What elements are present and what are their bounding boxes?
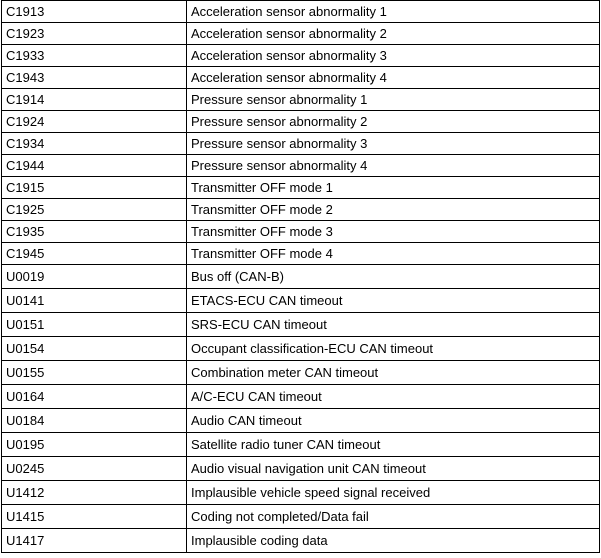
- dtc-code: C1925: [2, 199, 187, 221]
- dtc-code: U0245: [2, 457, 187, 481]
- table-row: [2, 133, 600, 155]
- table-row: [2, 313, 600, 337]
- dtc-code: U0164: [2, 385, 187, 409]
- table-row: [2, 1, 600, 23]
- table-row: [2, 409, 600, 433]
- dtc-description: ETACS-ECU CAN timeout: [187, 289, 600, 313]
- dtc-code: U1412: [2, 481, 187, 505]
- dtc-code: C1933: [2, 45, 187, 67]
- table-row: [2, 505, 600, 529]
- table-row: [2, 457, 600, 481]
- dtc-code: C1945: [2, 243, 187, 265]
- dtc-description: Satellite radio tuner CAN timeout: [187, 433, 600, 457]
- dtc-description: Transmitter OFF mode 2: [187, 199, 600, 221]
- dtc-description: Implausible vehicle speed signal received: [187, 481, 600, 505]
- dtc-code: C1935: [2, 221, 187, 243]
- dtc-code: U0184: [2, 409, 187, 433]
- dtc-code: C1914: [2, 89, 187, 111]
- dtc-code: U0154: [2, 337, 187, 361]
- table-row: [2, 23, 600, 45]
- dtc-table: [1, 0, 600, 553]
- dtc-description: A/C-ECU CAN timeout: [187, 385, 600, 409]
- dtc-code: C1924: [2, 111, 187, 133]
- table-row: [2, 155, 600, 177]
- dtc-code: C1944: [2, 155, 187, 177]
- table-row: [2, 433, 600, 457]
- dtc-code: C1923: [2, 23, 187, 45]
- dtc-code: U1417: [2, 529, 187, 553]
- dtc-code: C1934: [2, 133, 187, 155]
- dtc-description: Pressure sensor abnormality 4: [187, 155, 600, 177]
- dtc-description: Coding not completed/Data fail: [187, 505, 600, 529]
- dtc-code: U0151: [2, 313, 187, 337]
- dtc-description: Pressure sensor abnormality 1: [187, 89, 600, 111]
- table-row: [2, 221, 600, 243]
- table-row: [2, 361, 600, 385]
- dtc-description: Pressure sensor abnormality 2: [187, 111, 600, 133]
- dtc-description: Bus off (CAN-B): [187, 265, 600, 289]
- dtc-description: Pressure sensor abnormality 3: [187, 133, 600, 155]
- dtc-description: Acceleration sensor abnormality 1: [187, 1, 600, 23]
- dtc-description: Audio visual navigation unit CAN timeout: [187, 457, 600, 481]
- table-row: [2, 265, 600, 289]
- dtc-description: Acceleration sensor abnormality 4: [187, 67, 600, 89]
- dtc-description: Transmitter OFF mode 3: [187, 221, 600, 243]
- dtc-description: SRS-ECU CAN timeout: [187, 313, 600, 337]
- table-row: [2, 243, 600, 265]
- table-row: [2, 45, 600, 67]
- table-row: [2, 385, 600, 409]
- table-row: [2, 529, 600, 553]
- dtc-code: C1913: [2, 1, 187, 23]
- table-row: [2, 337, 600, 361]
- dtc-code: C1915: [2, 177, 187, 199]
- table-row: [2, 177, 600, 199]
- dtc-code: C1943: [2, 67, 187, 89]
- dtc-description: Transmitter OFF mode 4: [187, 243, 600, 265]
- dtc-description: Acceleration sensor abnormality 3: [187, 45, 600, 67]
- dtc-code: U0019: [2, 265, 187, 289]
- dtc-code: U0155: [2, 361, 187, 385]
- dtc-description: Occupant classification-ECU CAN timeout: [187, 337, 600, 361]
- table-row: [2, 67, 600, 89]
- table-row: [2, 481, 600, 505]
- dtc-code: U0141: [2, 289, 187, 313]
- dtc-description: Transmitter OFF mode 1: [187, 177, 600, 199]
- table-row: [2, 289, 600, 313]
- table-row: [2, 111, 600, 133]
- dtc-description: Implausible coding data: [187, 529, 600, 553]
- dtc-description: Combination meter CAN timeout: [187, 361, 600, 385]
- table-row: [2, 199, 600, 221]
- dtc-code: U1415: [2, 505, 187, 529]
- dtc-description: Acceleration sensor abnormality 2: [187, 23, 600, 45]
- dtc-description: Audio CAN timeout: [187, 409, 600, 433]
- dtc-code: U0195: [2, 433, 187, 457]
- table-row: [2, 89, 600, 111]
